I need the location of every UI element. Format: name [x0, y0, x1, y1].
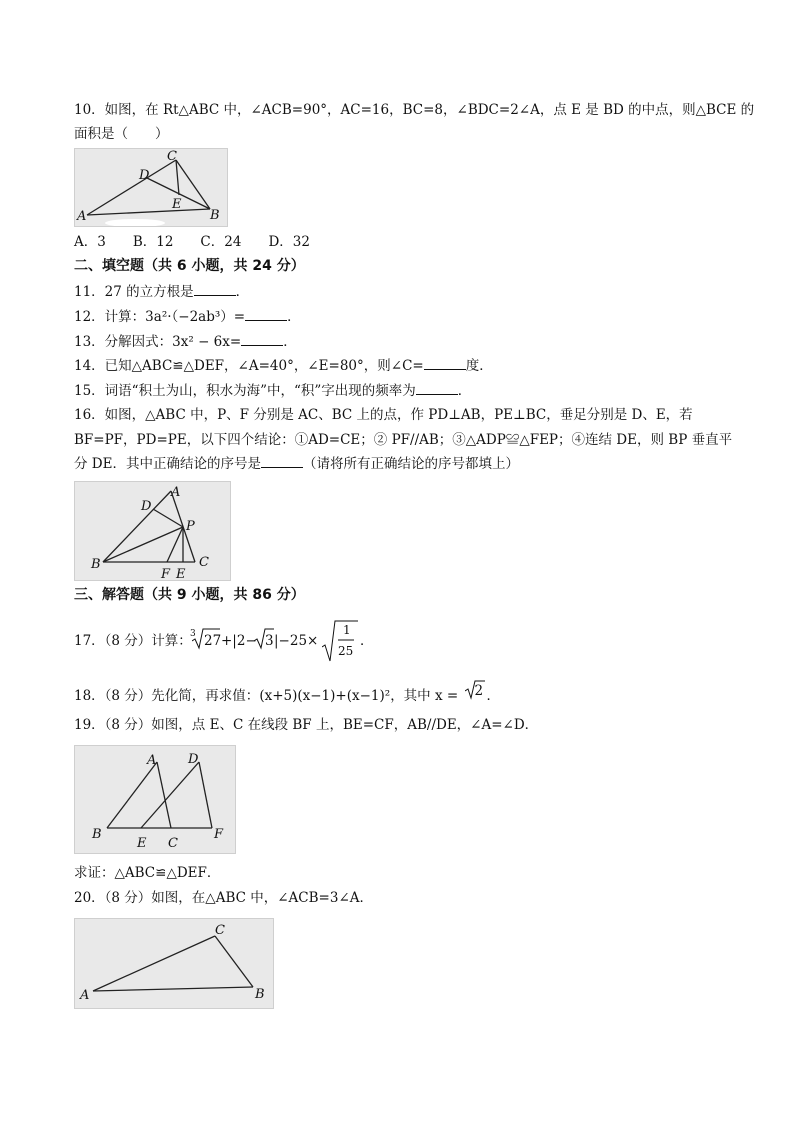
- q10-segment-ce: [176, 160, 179, 195]
- q10-label-c: C: [167, 149, 177, 164]
- q15: [74, 382, 471, 400]
- q14-text: 14．已知△ABC≌△DEF，∠A=40°，∠E=80°，则∠C=: [74, 358, 424, 374]
- q15-post: ．: [457, 383, 472, 399]
- q16-label-f: F: [161, 567, 171, 580]
- q17-post: ．: [360, 633, 374, 649]
- q10-segment-ac: [87, 160, 176, 215]
- q11-text: 11．27 的立方根是: [74, 284, 194, 300]
- q10-text-line1: 10．如图，在 Rt△ABC 中，∠ACB=90°，AC=16，BC=8，∠BDC=2∠A，点 E 是 BD 的中点，则△BCE 的: [74, 102, 755, 118]
- q10-label-d: D: [139, 168, 150, 183]
- q12-text: 12．计算：3a²·（−2ab³）=: [74, 309, 246, 325]
- q17-fraction-denominator: 25: [338, 644, 354, 658]
- q15-answer-blank[interactable]: [416, 382, 458, 395]
- q13: [74, 333, 297, 351]
- q12-answer-blank[interactable]: [245, 308, 287, 321]
- q18-sqrt: [463, 682, 483, 700]
- q17-fraction-numerator: 1: [343, 623, 351, 637]
- q19-label-c: C: [168, 836, 178, 851]
- q19-label-e: E: [137, 836, 147, 851]
- q12-post: ．: [287, 309, 301, 325]
- q11-post: ．: [235, 284, 250, 300]
- q18-expression: (x+5)(x−1)+(x−1)²: [259, 688, 391, 704]
- q16-figure: [74, 481, 231, 581]
- q16-text-line1: 16．如图，△ABC 中，P、F 分别是 AC、BC 上的点，作 PD⊥AB，PE⊥BC，垂足分别是 D、E，若: [74, 407, 693, 423]
- q10-figure: [74, 148, 228, 227]
- q16-segment-bp: [103, 527, 183, 562]
- q10-label-a: A: [77, 209, 87, 224]
- q20-figure: [74, 918, 274, 1009]
- q18-text: 18．（8 分）先化简，再求值：: [74, 688, 260, 704]
- q20-segment-cb: [215, 936, 253, 987]
- q17-mult-part: |−25×: [274, 633, 319, 649]
- q10-segment-ab: [87, 209, 210, 215]
- q20-segment-ab: [93, 987, 253, 991]
- q19-label-d: D: [188, 752, 199, 767]
- q16-line3-pre: 分 DE．其中正确结论的序号是: [74, 456, 261, 472]
- q17-cuberoot-index: 3: [190, 629, 196, 639]
- q13-answer-blank[interactable]: [241, 333, 283, 346]
- q18: [74, 682, 500, 705]
- q16-label-d: D: [141, 499, 152, 514]
- q18-condition: ，其中 x =: [390, 688, 459, 704]
- q17-text: 17．（8 分）计算：: [74, 633, 192, 649]
- q16-label-b: B: [91, 557, 101, 572]
- q16-answer-blank[interactable]: [261, 455, 303, 468]
- q16-segment-ba: [103, 491, 171, 562]
- q16-label-c: C: [199, 555, 209, 570]
- section2-heading: 二、填空题（共 6 小题，共 24 分）: [74, 258, 305, 274]
- q10-text-line2: 面积是（ ）: [74, 126, 169, 142]
- q19-label-f: F: [214, 827, 224, 842]
- q20-text: 20．（8 分）如图，在△ABC 中，∠ACB=3∠A．: [74, 890, 374, 906]
- q20-label-a: A: [80, 988, 90, 1003]
- q14: [74, 357, 493, 375]
- q16-label-a: A: [171, 485, 181, 500]
- q14-post: 度．: [465, 358, 493, 374]
- q10-label-b: B: [210, 208, 220, 223]
- q17-abs-part: +|2−: [221, 633, 257, 649]
- q19-label-b: B: [92, 827, 102, 842]
- q16-text-line2: BF=PF，PD=PE，以下四个结论：①AD=CE；② PF//AB；③△ADP≌△FEP；④连结 DE，则 BP 垂直平: [74, 432, 733, 448]
- q14-answer-blank[interactable]: [424, 357, 466, 370]
- q19-segment-ac: [157, 762, 171, 828]
- q16-label-e: E: [176, 567, 186, 580]
- q13-post: ．: [283, 334, 297, 350]
- q18-radicand: 2: [474, 683, 484, 699]
- q20-label-b: B: [255, 987, 265, 1002]
- q19-text: 19．（8 分）如图，点 E、C 在线段 BF 上，BE=CF，AB//DE，∠A=∠D．: [74, 717, 539, 733]
- q11: [74, 283, 249, 301]
- q15-text: 15．词语“积土为山，积水为海”中，“积”字出现的频率为: [74, 383, 416, 399]
- q12: [74, 308, 301, 326]
- q19-label-a: A: [147, 753, 157, 768]
- q18-post: ．: [486, 688, 500, 704]
- q13-text: 13．分解因式：3x² − 6x=: [74, 334, 242, 350]
- q11-answer-blank[interactable]: [194, 283, 236, 296]
- q10-label-e: E: [172, 197, 182, 212]
- q17-radicand-27: 27: [204, 633, 222, 649]
- section3-heading: 三、解答题（共 9 小题，共 86 分）: [74, 587, 305, 603]
- q16-line3-post: （请将所有正确结论的序号都填上）: [302, 456, 519, 472]
- q20-segment-ac: [93, 936, 215, 991]
- q16-text-line3: [74, 455, 519, 473]
- q19-segment-df: [199, 762, 212, 828]
- q10-options: A．3 B．12 C．24 D．32: [74, 234, 310, 250]
- q20-label-c: C: [215, 923, 225, 938]
- q19-figure: [74, 745, 236, 854]
- q19-prove: 求证：△ABC≌△DEF．: [74, 865, 221, 881]
- q16-label-p: P: [186, 519, 195, 534]
- q17-radicand-3: 3: [265, 633, 274, 649]
